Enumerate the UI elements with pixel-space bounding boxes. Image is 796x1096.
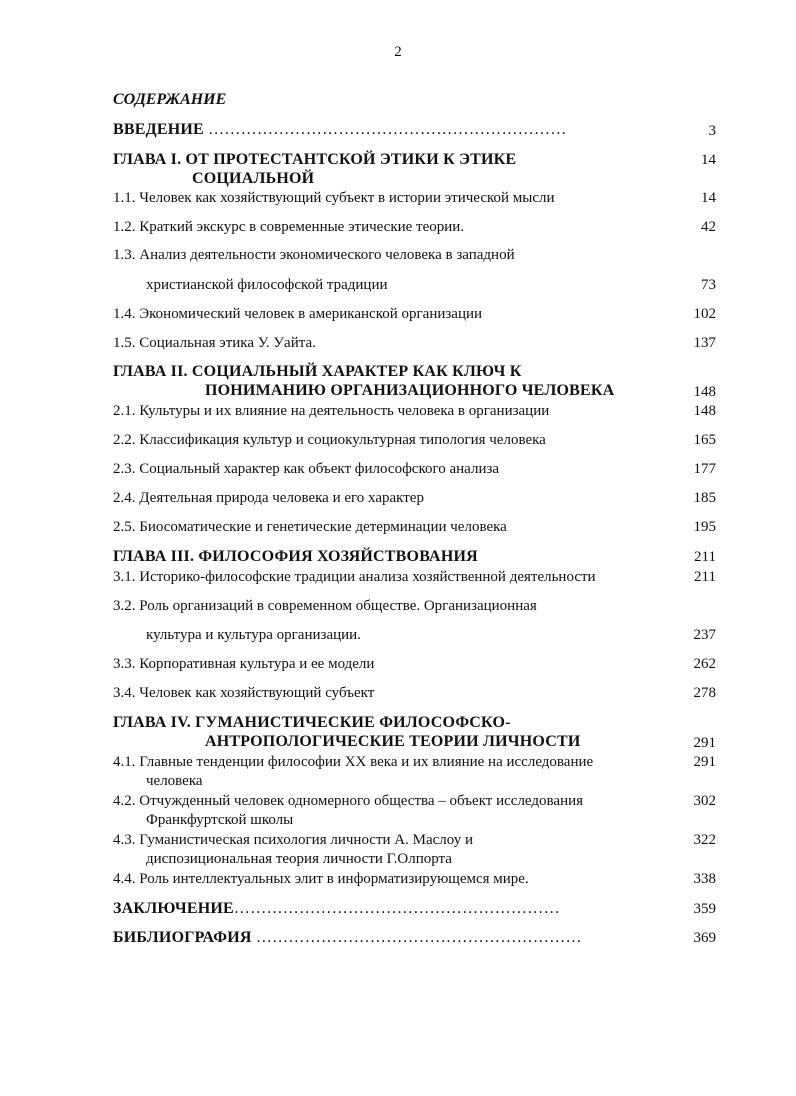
- toc-bibliography-dots: ……………………………………………………: [255, 929, 582, 946]
- chapter-4-page: 291: [693, 735, 716, 751]
- section-1-4-page: 102: [693, 306, 716, 322]
- toc-intro-label: ВВЕДЕНИЕ: [113, 121, 204, 138]
- chapter-3-title: ГЛАВА III. ФИЛОСОФИЯ ХОЗЯЙСТВОВАНИЯ: [113, 548, 478, 565]
- section-4-2-line-2: Франкфуртской школы: [146, 812, 294, 828]
- section-4-4: 4.4. Роль интеллектуальных элит в информатизирующемся мире.: [113, 871, 529, 887]
- section-1-4: 1.4. Экономический человек в американской организации: [113, 306, 483, 322]
- chapter-4-title-line-2: АНТРОПОЛОГИЧЕСКИЕ ТЕОРИИ ЛИЧНОСТИ: [205, 733, 581, 750]
- section-2-1-page: 148: [693, 403, 716, 419]
- section-4-2-line-1: 4.2. Отчужденный человек одномерного общества – объект исследования: [113, 793, 584, 809]
- toc-intro-dots: …………………………………………………………: [208, 121, 567, 138]
- section-3-2-page: 237: [693, 627, 716, 643]
- chapter-3-page: 211: [694, 549, 716, 565]
- section-3-2-line-2: культура и культура организации.: [146, 627, 361, 643]
- section-2-4-page: 185: [693, 490, 716, 506]
- section-4-1-page: 291: [693, 754, 716, 770]
- section-1-5-page: 137: [693, 335, 716, 351]
- section-2-4: 2.4. Деятельная природа человека и его характер: [113, 490, 424, 506]
- section-1-3-line-1: 1.3. Анализ деятельности экономического человека в западной: [113, 247, 515, 263]
- section-4-3-line-2: диспозициональная теория личности Г.Олпорта: [146, 851, 452, 867]
- section-1-1: 1.1. Человек как хозяйствующий субъект в истории этической мысли: [113, 190, 555, 206]
- toc-bibliography: [113, 929, 582, 947]
- section-4-3-page: 322: [693, 832, 716, 848]
- chapter-1-page: 14: [701, 152, 716, 168]
- section-4-4-page: 338: [693, 871, 716, 887]
- section-3-2-line-1: 3.2. Роль организаций в современном обществе. Организационная: [113, 598, 537, 614]
- section-3-1-page: 211: [694, 569, 716, 585]
- section-3-4: 3.4. Человек как хозяйствующий субъект: [113, 685, 375, 701]
- section-2-1: 2.1. Культуры и их влияние на деятельность человека в организации: [113, 403, 550, 419]
- section-3-3-page: 262: [693, 656, 716, 672]
- section-1-2-page: 42: [701, 219, 716, 235]
- section-2-2: 2.2. Классификация культур и социокультурная типология человека: [113, 432, 546, 448]
- contents-heading: СОДЕРЖАНИЕ: [113, 91, 227, 108]
- toc-conclusion-dots: ……………………………………………………: [233, 900, 560, 917]
- section-4-1-line-2: человека: [146, 773, 203, 789]
- toc-intro-page: 3: [708, 123, 716, 139]
- toc-conclusion: [113, 900, 560, 918]
- chapter-2-page: 148: [693, 384, 716, 400]
- chapter-1-title-line-1: ГЛАВА I. ОТ ПРОТЕСТАНТСКОЙ ЭТИКИ К ЭТИКЕ: [113, 151, 517, 168]
- section-3-1: 3.1. Историко-философские традиции анализа хозяйственной деятельности: [113, 569, 596, 585]
- chapter-4-title-line-1: ГЛАВА IV. ГУМАНИСТИЧЕСКИЕ ФИЛОСОФСКО-: [113, 714, 511, 731]
- toc-conclusion-page: 359: [693, 901, 716, 917]
- toc-bibliography-page: 369: [693, 930, 716, 946]
- section-3-3: 3.3. Корпоративная культура и ее модели: [113, 656, 375, 672]
- section-1-1-page: 14: [701, 190, 716, 206]
- section-1-5: 1.5. Социальная этика У. Уайта.: [113, 335, 316, 351]
- section-1-2: 1.2. Краткий экскурс в современные этические теории.: [113, 219, 465, 235]
- section-2-2-page: 165: [693, 432, 716, 448]
- section-2-5-page: 195: [693, 519, 716, 535]
- section-4-3-line-1: 4.3. Гуманистическая психология личности А. Маслоу и: [113, 832, 473, 848]
- toc-bibliography-label: БИБЛИОГРАФИЯ: [113, 929, 252, 946]
- section-4-2-page: 302: [693, 793, 716, 809]
- toc-intro: [113, 121, 567, 139]
- chapter-2-title-line-2: ПОНИМАНИЮ ОРГАНИЗАЦИОННОГО ЧЕЛОВЕКА: [205, 382, 615, 399]
- section-2-3-page: 177: [693, 461, 716, 477]
- section-2-5: 2.5. Биосоматические и генетические детерминации человека: [113, 519, 507, 535]
- chapter-1-title-line-2: СОЦИАЛЬНОЙ: [192, 170, 315, 187]
- page-number: 2: [394, 44, 402, 60]
- section-2-3: 2.3. Социальный характер как объект философского анализа: [113, 461, 500, 477]
- toc-conclusion-label: ЗАКЛЮЧЕНИЕ: [113, 900, 234, 917]
- section-1-3-line-2: христианской философской традиции: [146, 277, 388, 293]
- section-4-1-line-1: 4.1. Главные тенденции философии XX века и их влияние на исследование: [113, 754, 594, 770]
- section-3-4-page: 278: [693, 685, 716, 701]
- section-1-3-page: 73: [701, 277, 716, 293]
- chapter-2-title-line-1: ГЛАВА II. СОЦИАЛЬНЫЙ ХАРАКТЕР КАК КЛЮЧ К: [113, 363, 522, 380]
